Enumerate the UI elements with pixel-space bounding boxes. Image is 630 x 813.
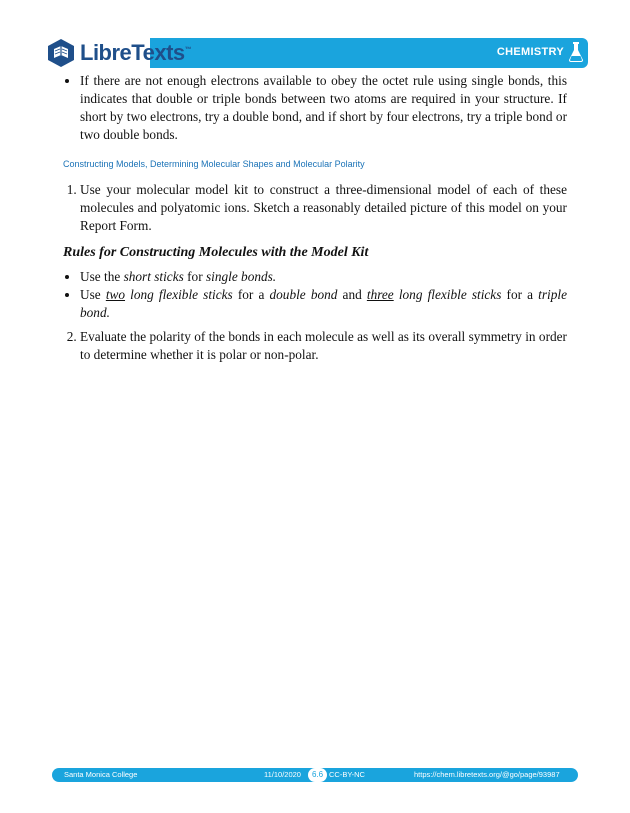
flask-icon	[568, 41, 584, 63]
step-evaluate-polarity: 2. Evaluate the polarity of the bonds in each molecule as well as its overall symmetry in order to determine whether it is polar or non-polar.	[80, 328, 567, 364]
page-content	[63, 72, 567, 364]
steps-list-2	[63, 328, 567, 364]
footer-date: 11/10/2020	[264, 770, 301, 779]
subject-label: CHEMISTRY	[496, 46, 564, 58]
footer-url[interactable]: https://chem.libretexts.org/@go/page/93987	[414, 770, 560, 779]
footer-institution: Santa Monica College	[64, 770, 138, 779]
bullet-list-top	[63, 72, 567, 144]
bullet-octet-rule: • If there are not enough electrons available to obey the octet rule using single bonds, this indicates that double or triple bonds between two atoms are required in your structure. If short by two electrons, try a double bond, and if short by four electrons, try a triple bond or two double bonds.	[80, 72, 567, 144]
footer-license: CC-BY-NC	[329, 770, 365, 779]
section-link[interactable]: Constructing Models, Determining Molecular Shapes and Molecular Polarity	[63, 159, 365, 169]
libretexts-logo[interactable]	[46, 36, 191, 70]
libretexts-logo-icon	[46, 38, 76, 68]
rule-single-bonds: • Use the short sticks for single bonds.	[80, 268, 567, 286]
steps-list-1	[63, 181, 567, 235]
brand-name: LibreTexts™	[80, 40, 192, 65]
rule-double-triple-bonds: • Use two long flexible sticks for a double bond and three long flexible sticks for a triple bond.	[80, 286, 567, 322]
rules-list	[63, 268, 567, 322]
footer-page-number: 6.6	[308, 768, 327, 782]
footer-bar	[52, 768, 578, 782]
step-construct-models: 1. Use your molecular model kit to construct a three-dimensional model of each of these molecules and polyatomic ions. Sketch a reasonably detailed picture of this model on your Report Form.	[80, 181, 567, 235]
rules-heading: Rules for Constructing Molecules with the Model Kit	[63, 245, 369, 260]
